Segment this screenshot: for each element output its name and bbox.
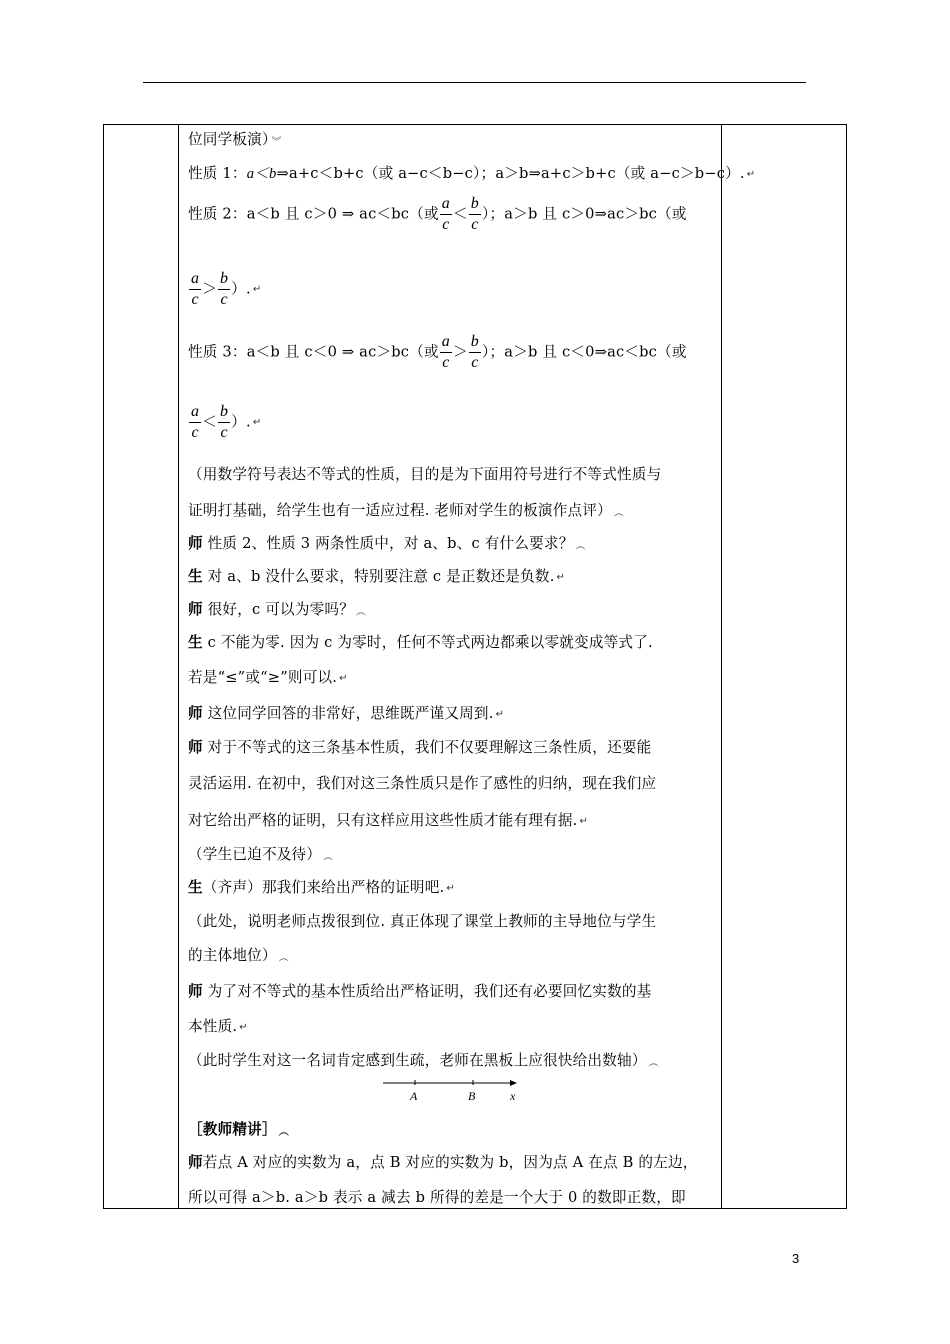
dialogue-line: 师若点 A 对应的实数为 a，点 B 对应的实数为 b，因为点 A 在点 B 的左边， [188,1154,698,1171]
dialogue-line: 师 很好，c 可以为零吗？ ︵ [188,601,367,618]
dialogue-line: 生 c 不能为零. 因为 c 为零时，任何不等式两边都乘以零就变成等式了. [188,634,653,651]
dialogue-line: 对它给出严格的证明，只有这样应用这些性质才能有理有据. ↵ [188,812,589,829]
fraction-b-over-c: $\frac{b}{c}$ [470,195,479,233]
fraction-a-over-c: $\frac{a}{c}$ [191,403,200,441]
paragraph-mark-icon: ︾ [271,136,282,148]
text-line: 位同学板演） ︾ [188,131,282,148]
table-column-divider [178,125,179,1208]
dialogue-line: 师 这位同学回答的非常好，思维既严谨又周到. ↵ [188,705,505,722]
paragraph-mark-icon: ↵ [239,1021,248,1033]
note-line: （此处，说明老师点拨很到位. 真正体现了课堂上教师的主导地位与学生 [188,913,657,930]
axis-label-x: x [510,1089,516,1103]
paragraph-mark-icon: ︵ [613,507,625,519]
dialogue-line: 师 为了对不等式的基本性质给出严格证明，我们还有必要回忆实数的基 [188,983,652,1000]
fraction-b-over-c: $\frac{b}{c}$ [220,270,229,308]
paragraph-mark-icon: ↵ [495,708,505,720]
paragraph-mark-icon: ︵ [323,851,334,863]
paragraph-mark-icon: ↵ [556,571,566,583]
dialogue-line: 生 对 a、b 没什么要求，特别要注意 c 是正数还是负数. ↵ [188,568,566,585]
note-line: 的主体地位） ︵ [188,947,289,964]
paragraph-mark-icon: ︵ [278,1126,289,1138]
header-rule [143,82,806,83]
note-line: （用数学符号表达不等式的性质，目的是为下面用符号进行不等式性质与 [188,466,662,483]
paragraph-mark-icon: ↵ [579,815,589,827]
paragraph-mark-icon: ︵ [575,540,586,552]
paragraph-mark-icon: ↵ [339,672,348,684]
table-column-divider [721,125,722,1208]
paragraph-mark-icon: ︵ [648,1057,659,1069]
fraction-a-over-c: $\frac{a}{c}$ [441,195,450,233]
note-line: （学生已迫不及待） ︵ [188,846,334,863]
note-line: 证明打基础，给学生也有一适应过程. 老师对学生的板演作点评） ︵ [188,502,625,519]
paragraph-mark-icon: ↵ [746,168,756,180]
dialogue-line: 灵活运用. 在初中，我们对这三条性质只是作了感性的归纳，现在我们应 [188,775,657,792]
property-3: 性质 3：a＜b 且 c＜0 ⇒ ac＞bc（或 $\frac{a}{c}$ ＞ $\frac{b}{c}$ ）；a＞b 且 c＜0⇒ac＜bc（或 [188,333,687,371]
paragraph-mark-icon: ↵ [252,284,262,295]
property-1: 性质 1：a＜b⇒a+c＜b+c（或 a−c＜b−c）；a＞b⇒a+c＞b+c（或 a−c＞b−c）. ↵ [188,165,756,182]
dialogue-line: 本性质. ↵ [188,1018,248,1035]
dialogue-line: 师 对于不等式的这三条基本性质，我们不仅要理解这三条性质，还要能 [188,739,652,756]
paragraph-mark-icon: ↵ [446,882,455,894]
dialogue-line: 所以可得 a＞b. a＞b 表示 a 减去 b 所得的差是一个大于 0 的数即正数，即 [188,1189,686,1206]
dialogue-line: 生（齐声）那我们来给出严格的证明吧. ↵ [188,879,455,896]
dialogue-line: 若是“≤”或“≥”则可以. ↵ [188,669,348,686]
paragraph-mark-icon: ︵ [278,952,289,964]
axis-arrow-icon [510,1080,517,1086]
section-heading: ［教师精讲］ ︵ [188,1121,289,1138]
property-3-cont: $\frac{a}{c}$ ＜ $\frac{b}{c}$ ）. ↵ [191,403,262,441]
paragraph-mark-icon: ↵ [252,417,262,428]
paragraph-mark-icon: ︵ [356,606,367,618]
fraction-b-over-c: $\frac{b}{c}$ [220,403,229,441]
fraction-a-over-c: $\frac{a}{c}$ [191,270,200,308]
fraction-a-over-c: $\frac{a}{c}$ [441,333,450,371]
note-line: （此时学生对这一名词肯定感到生疏，老师在黑板上应很快给出数轴） ︵ [188,1052,659,1069]
property-2-cont: $\frac{a}{c}$ ＞ $\frac{b}{c}$ ）. ↵ [191,270,262,308]
fraction-b-over-c: $\frac{b}{c}$ [470,333,479,371]
page-number: 3 [792,1251,800,1266]
axis-label-b: B [468,1089,476,1103]
dialogue-line: 师 性质 2、性质 3 两条性质中，对 a、b、c 有什么要求？ ︵ [188,535,586,552]
property-2: 性质 2：a＜b 且 c＞0 ⇒ ac＜bc（或 $\frac{a}{c}$ ＜ $\frac{b}{c}$ ）；a＞b 且 c＞0⇒ac＞bc（或 [188,195,687,233]
number-line-diagram [383,1079,523,1105]
axis-label-a: A [410,1089,418,1103]
